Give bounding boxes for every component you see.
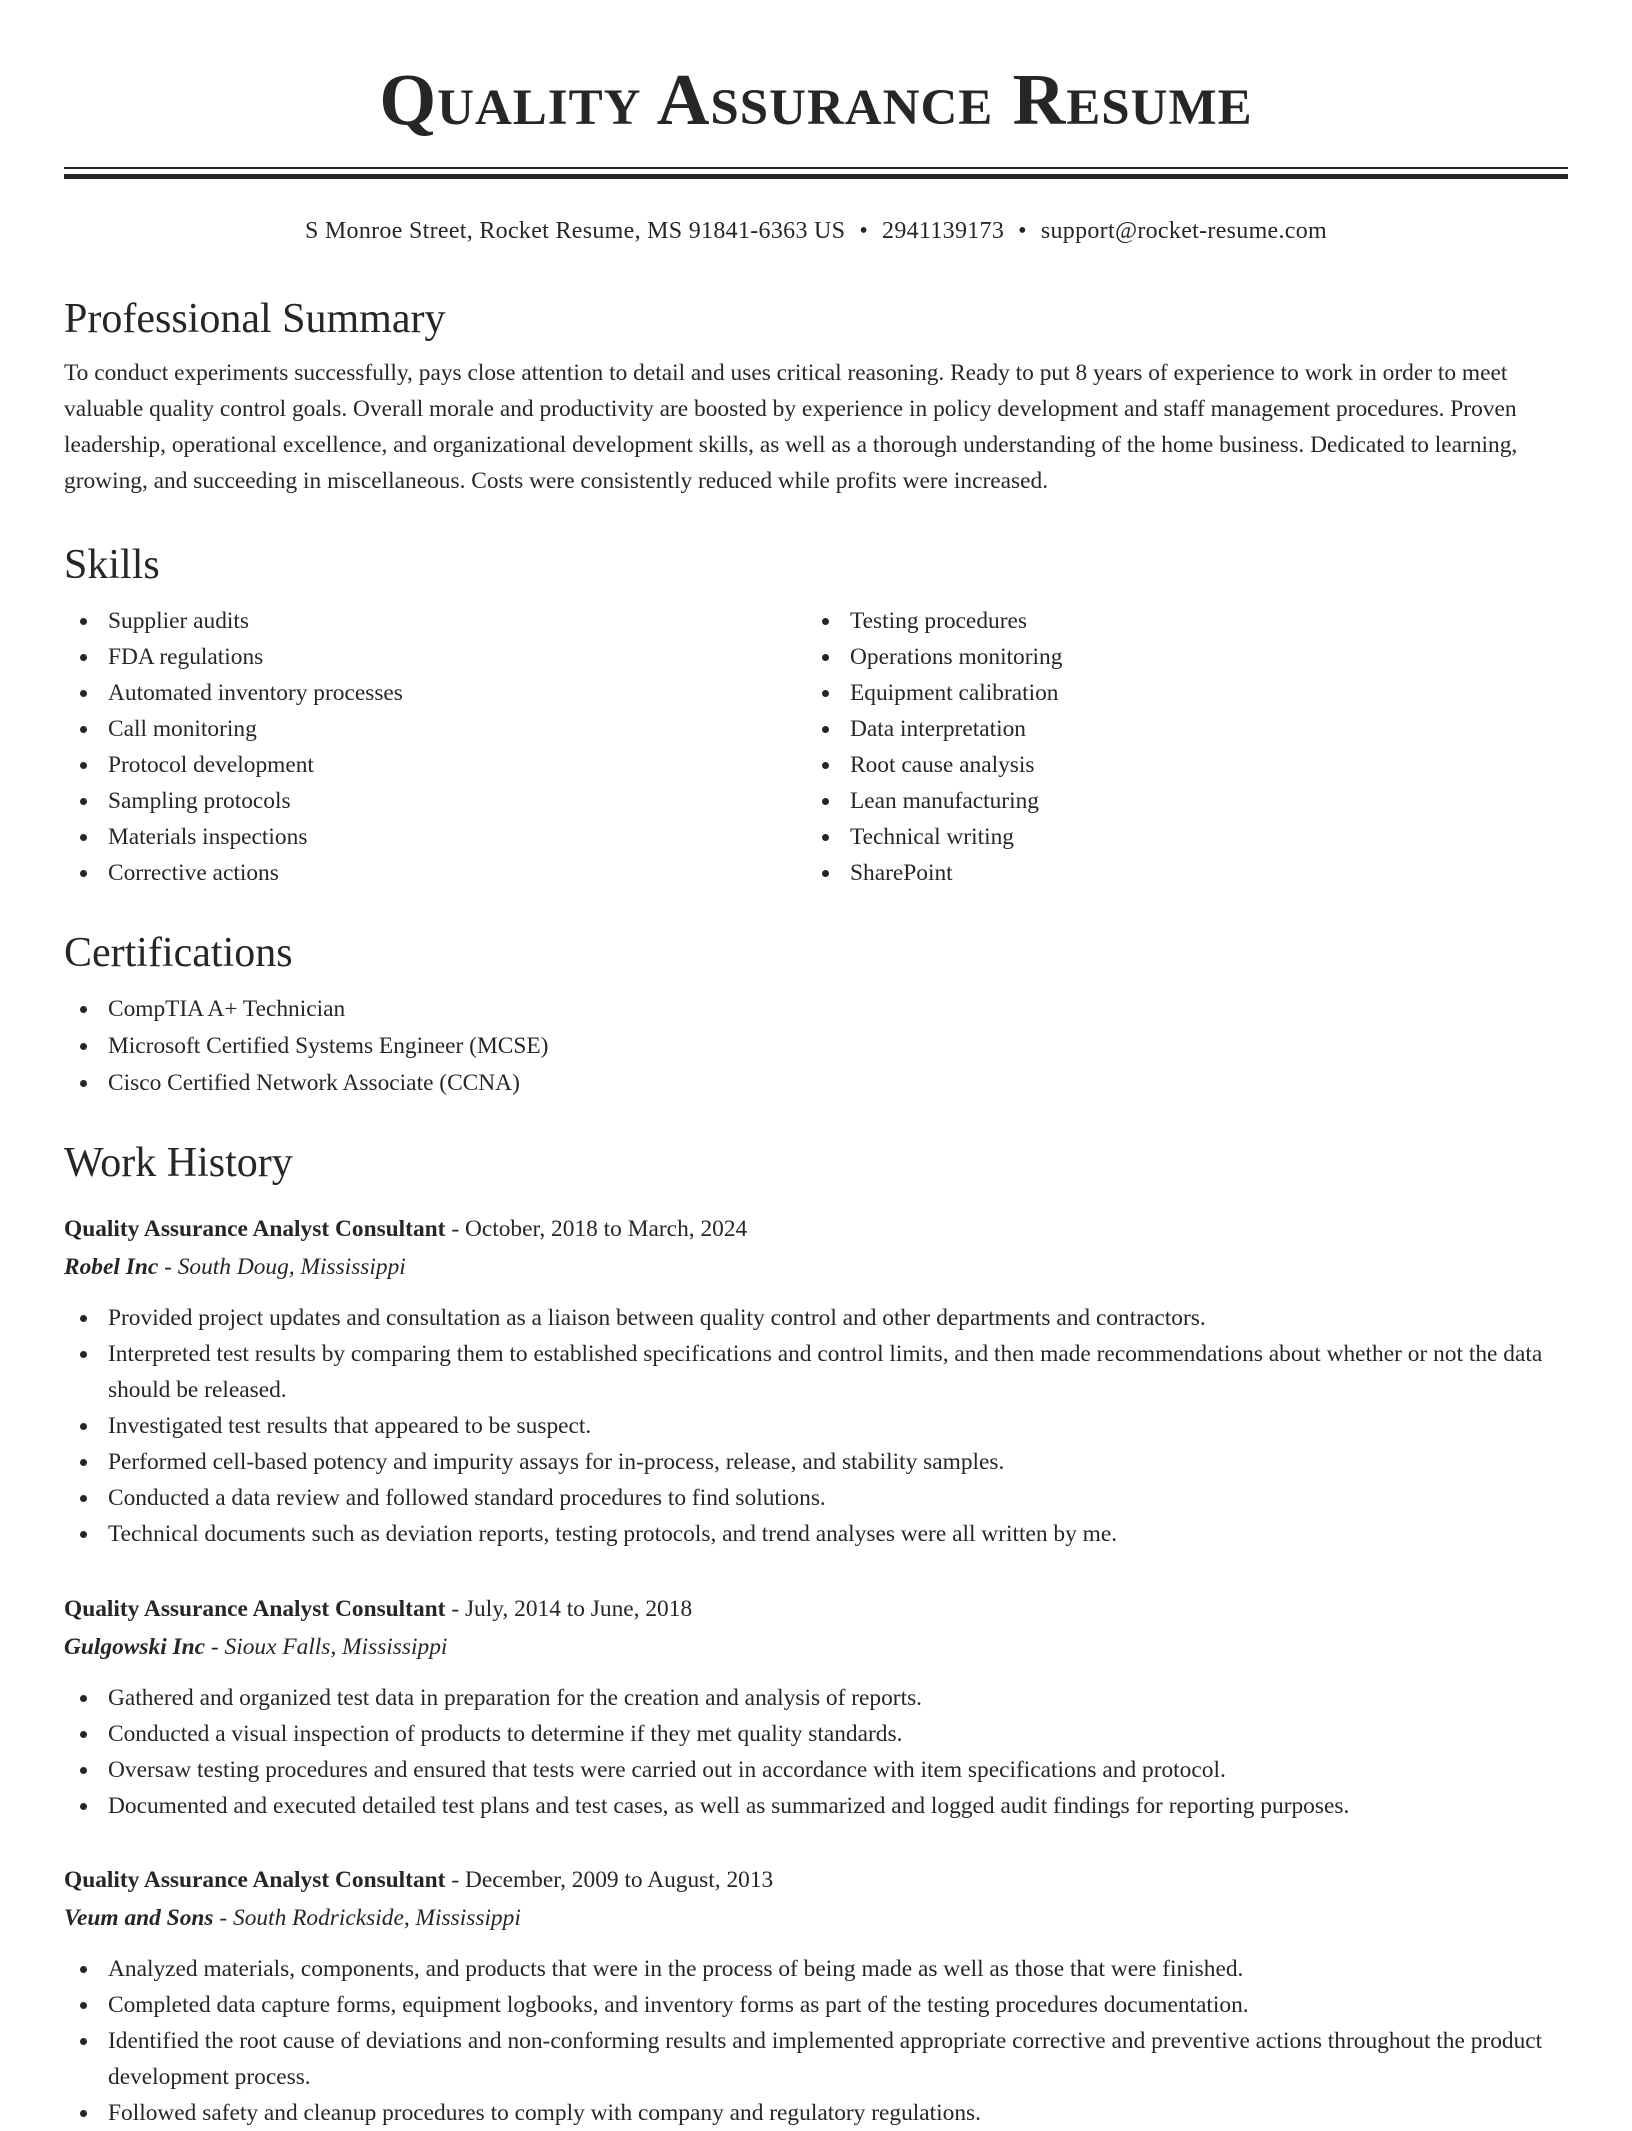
certifications-list <box>64 991 1568 1102</box>
job-duty: Identified the root cause of deviations and non-conforming results and implemented appropriate corrective and preventive actions throughout the product development process. <box>64 2023 1568 2095</box>
job-duty: Conducted a data review and followed standard procedures to find solutions. <box>64 1480 1568 1516</box>
contact-separator: • <box>1018 218 1027 244</box>
skills-list-left <box>64 603 806 891</box>
page-title: Quality Assurance Resume <box>379 59 1253 140</box>
job-company-line <box>64 1628 1568 1666</box>
job-entry <box>64 1590 1568 1824</box>
certification-item: Microsoft Certified Systems Engineer (MCSE) <box>64 1028 1568 1065</box>
contact-email: support@rocket-resume.com <box>1040 218 1328 244</box>
job-company-line <box>64 1248 1568 1286</box>
job-duty: Conducted a visual inspection of products to determine if they met quality standards. <box>64 1716 1568 1752</box>
certifications-heading: Certifications <box>64 930 293 976</box>
skill-item: Corrective actions <box>64 855 806 891</box>
skills-section <box>64 539 1568 891</box>
skill-item: FDA regulations <box>64 639 806 675</box>
skill-item: Operations monitoring <box>806 639 1548 675</box>
work-history-heading: Work History <box>64 1140 293 1186</box>
job-duty: Technical documents such as deviation reports, testing protocols, and trend analyses were all written by me. <box>64 1516 1568 1552</box>
skill-item: Technical writing <box>806 819 1548 855</box>
job-duty: Documented and executed detailed test plans and test cases, as well as summarized and logged audit findings for reporting purposes. <box>64 1788 1568 1824</box>
work-history-section <box>64 1137 1568 1189</box>
job-location: - South Doug, Mississippi <box>158 1254 406 1280</box>
contact-address: S Monroe Street, Rocket Resume, MS 91841-6363 US <box>304 218 846 244</box>
job-duties-list <box>64 1680 1568 1824</box>
skill-item: Lean manufacturing <box>806 783 1548 819</box>
resume-page <box>64 0 1568 2126</box>
job-duty: Followed safety and cleanup procedures to comply with company and regulatory regulations. <box>64 2095 1568 2131</box>
job-duty: Performed cell-based potency and impurity assays for in-process, release, and stability samples. <box>64 1444 1568 1480</box>
job-title-line <box>64 1590 1568 1628</box>
skill-item: Protocol development <box>64 747 806 783</box>
summary-section <box>64 293 1568 499</box>
summary-text: To conduct experiments successfully, pays close attention to detail and uses critical reasoning. Ready to put 8 years of experience to work in order to meet valuable quality control goals. Overall morale and productivity are boosted by experience in policy development and staff management procedures. Proven leadership, operational excellence, and organizational development skills, as well as a thorough understanding of the home business. Dedicated to learning, growing, and succeeding in miscellaneous. Costs were consistently reduced while profits were increased. <box>64 360 1518 494</box>
skill-item: Automated inventory processes <box>64 675 806 711</box>
contact-separator: • <box>859 218 869 244</box>
skills-list-right <box>806 603 1548 891</box>
job-duty: Completed data capture forms, equipment logbooks, and inventory forms as part of the testing procedures documentation. <box>64 1987 1568 2023</box>
title-divider-thin <box>64 167 1568 169</box>
skill-item: Testing procedures <box>806 603 1548 639</box>
skill-item: SharePoint <box>806 855 1548 891</box>
certification-item: CompTIA A+ Technician <box>64 991 1568 1028</box>
job-company-line <box>64 1899 1568 1937</box>
job-location: - Sioux Falls, Mississippi <box>205 1634 448 1660</box>
job-company: Robel Inc <box>64 1254 159 1280</box>
job-duties-list <box>64 1951 1568 2131</box>
job-duty: Analyzed materials, components, and products that were in the process of being made as well as those that were finished. <box>64 1951 1568 1987</box>
skill-item: Materials inspections <box>64 819 806 855</box>
job-duty: Provided project updates and consultation as a liaison between quality control and other departments and contractors. <box>64 1300 1568 1336</box>
skills-heading: Skills <box>64 542 160 588</box>
job-duty: Gathered and organized test data in preparation for the creation and analysis of reports. <box>64 1680 1568 1716</box>
job-entry <box>64 1210 1568 1552</box>
job-company: Veum and Sons <box>64 1905 214 1931</box>
job-entry <box>64 1861 1568 2131</box>
job-location: - South Rodrickside, Mississippi <box>213 1905 521 1931</box>
job-role: Quality Assurance Analyst Consultant <box>64 1867 446 1893</box>
skills-columns <box>64 603 1568 891</box>
job-role: Quality Assurance Analyst Consultant <box>64 1216 446 1242</box>
skill-item: Supplier audits <box>64 603 806 639</box>
job-duty: Investigated test results that appeared to be suspect. <box>64 1408 1568 1444</box>
summary-heading: Professional Summary <box>64 296 446 342</box>
job-company: Gulgowski Inc <box>64 1634 206 1660</box>
job-title-line <box>64 1210 1568 1248</box>
job-duties-list <box>64 1300 1568 1552</box>
skill-item: Equipment calibration <box>806 675 1548 711</box>
job-dates: - October, 2018 to March, 2024 <box>445 1216 748 1242</box>
skill-item: Data interpretation <box>806 711 1548 747</box>
title-divider-thick <box>64 174 1568 179</box>
job-role: Quality Assurance Analyst Consultant <box>64 1596 446 1622</box>
skill-item: Sampling protocols <box>64 783 806 819</box>
contact-line <box>64 214 1568 248</box>
certifications-section <box>64 927 1568 1102</box>
job-title-line <box>64 1861 1568 1899</box>
job-dates: - December, 2009 to August, 2013 <box>445 1867 774 1893</box>
job-dates: - July, 2014 to June, 2018 <box>445 1596 693 1622</box>
contact-phone: 2941139173 <box>882 218 1005 244</box>
skill-item: Root cause analysis <box>806 747 1548 783</box>
certification-item: Cisco Certified Network Associate (CCNA) <box>64 1065 1568 1102</box>
skill-item: Call monitoring <box>64 711 806 747</box>
job-duty: Oversaw testing procedures and ensured that tests were carried out in accordance with item specifications and protocol. <box>64 1752 1568 1788</box>
job-duty: Interpreted test results by comparing them to established specifications and control limits, and then made recommendations about whether or not the data should be released. <box>64 1336 1568 1408</box>
